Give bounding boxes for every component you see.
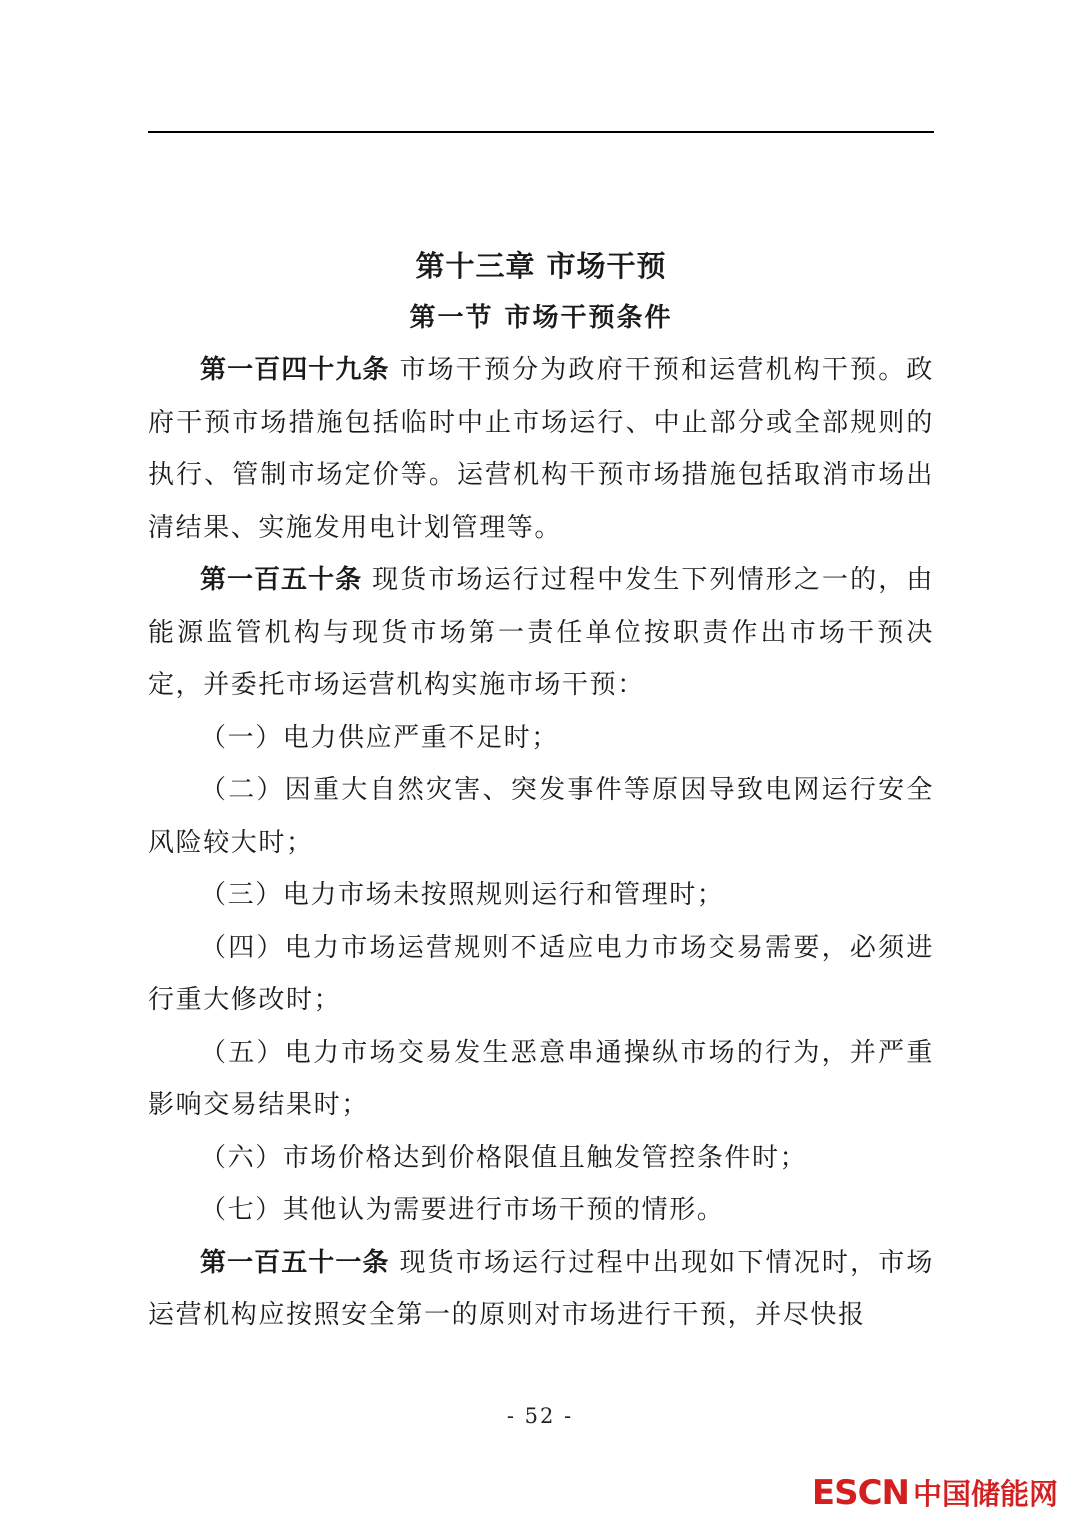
document-body (148, 240, 934, 1342)
page-number: - 52 - (506, 1404, 574, 1428)
list-item-text: （二）因重大自然灾害、突发事件等原因导致电网运行安全风险较大时； (148, 775, 934, 858)
article-paragraph (148, 344, 934, 554)
list-item-text: （七）其他认为需要进行市场干预的情形。 (200, 1195, 725, 1225)
list-item-text: （五）电力市场交易发生恶意串通操纵市场的行为，并严重影响交易结果时； (148, 1037, 934, 1120)
list-item-text: （一）电力供应严重不足时； (200, 722, 559, 753)
section-title: 第一节 市场干预条件 (409, 303, 673, 333)
article-paragraph (148, 1237, 934, 1342)
list-item-text: （六）市场价格达到价格限值且触发管控条件时； (200, 1142, 808, 1173)
list-item (148, 922, 934, 1027)
chapter-title: 第十三章 市场干预 (415, 249, 667, 283)
list-item (148, 1132, 934, 1185)
article-paragraph (148, 554, 934, 712)
article-text: 现货市场运行过程中出现如下情况时，市场运营机构应按照安全第一的原则对市场进行干预，并尽快报 (148, 1247, 934, 1330)
list-item-text: （四）电力市场运营规则不适应电力市场交易需要，必须进行重大修改时； (148, 932, 934, 1015)
list-item (148, 869, 934, 922)
article-number: 第一百五十条 (200, 565, 363, 595)
list-item (148, 764, 934, 869)
article-text: 市场干预分为政府干预和运营机构干预。政府干预市场措施包括临时中止市场运行、中止部分或全部规则的执行、管制市场定价等。运营机构干预市场措施包括取消市场出清结果、实施发用电计划管理等。 (148, 355, 934, 543)
escn-watermark-logo (812, 1472, 1058, 1513)
watermark-cjk-text: 中国储能网 (912, 1477, 1058, 1511)
list-item-text: （三）电力市场未按照规则运行和管理时； (200, 880, 725, 910)
watermark-latin-text: ESCN (811, 1473, 909, 1513)
list-item (148, 1184, 934, 1237)
list-item (148, 1027, 934, 1132)
header-rule (148, 131, 934, 133)
article-number: 第一百五十一条 (200, 1247, 390, 1278)
list-item (148, 712, 934, 765)
article-number: 第一百四十九条 (200, 355, 390, 385)
article-text: 现货市场运行过程中发生下列情形之一的，由能源监管机构与现货市场第一责任单位按职责作出市场干预决定，并委托市场运营机构实施市场干预： (148, 565, 934, 700)
